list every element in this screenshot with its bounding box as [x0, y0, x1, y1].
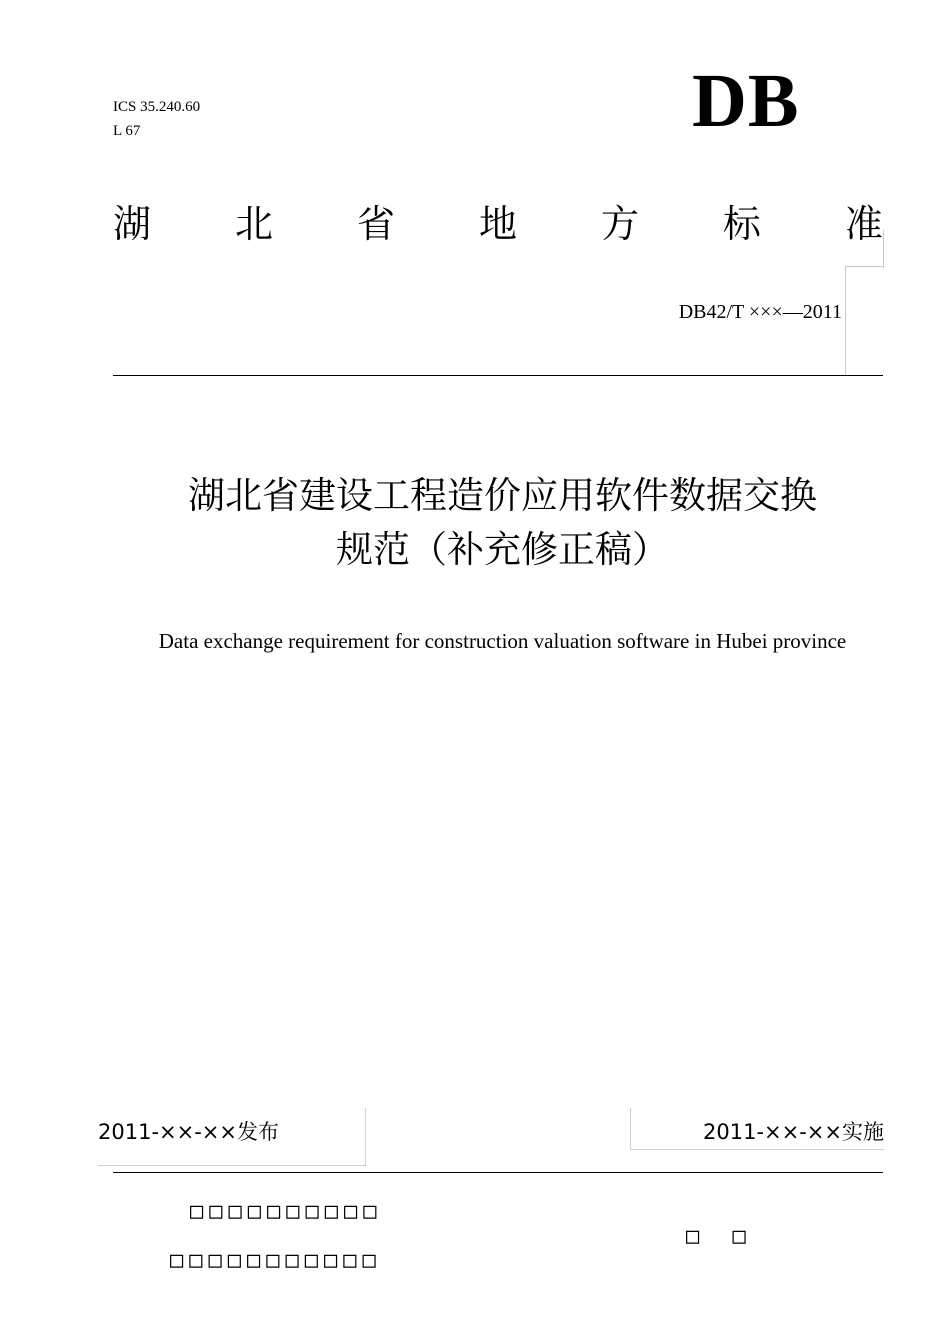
document-title-line-2: 规范（补充修正稿）	[336, 528, 669, 571]
publish-date: 2011-××-××发布	[98, 1108, 366, 1166]
frame-decoration	[845, 266, 884, 375]
standard-type-char: 省	[356, 202, 395, 246]
standard-type-char: 准	[844, 202, 883, 246]
header-divider	[113, 375, 883, 376]
english-title: Data exchange requirement for construction valuation software in Hubei province	[158, 629, 847, 653]
standard-type-char: 湖	[113, 202, 152, 246]
document-title-line-1: 湖北省建设工程造价应用软件数据交换	[188, 474, 817, 517]
issuer-label: □ □	[686, 1224, 756, 1249]
implement-date: 2011-××-××实施	[630, 1108, 884, 1150]
ics-code: ICS 35.240.60	[113, 99, 201, 115]
db-mark: DB	[692, 59, 800, 143]
document-number: DB42/T ×××—2011	[678, 301, 842, 323]
standard-type-char: 北	[234, 202, 273, 246]
classification-code: L 67	[113, 123, 141, 139]
ics-code-block	[113, 95, 200, 143]
issuer-line-1: □□□□□□□□□□	[190, 1199, 383, 1224]
frame-decoration	[883, 230, 884, 268]
standard-type-char: 地	[478, 202, 517, 246]
standard-type-char: 方	[600, 202, 639, 246]
standard-type-heading	[113, 200, 883, 248]
standard-type-char: 标	[722, 202, 761, 246]
issuer-line-2: □□□□□□□□□□□	[170, 1248, 382, 1273]
footer-divider	[113, 1172, 883, 1173]
